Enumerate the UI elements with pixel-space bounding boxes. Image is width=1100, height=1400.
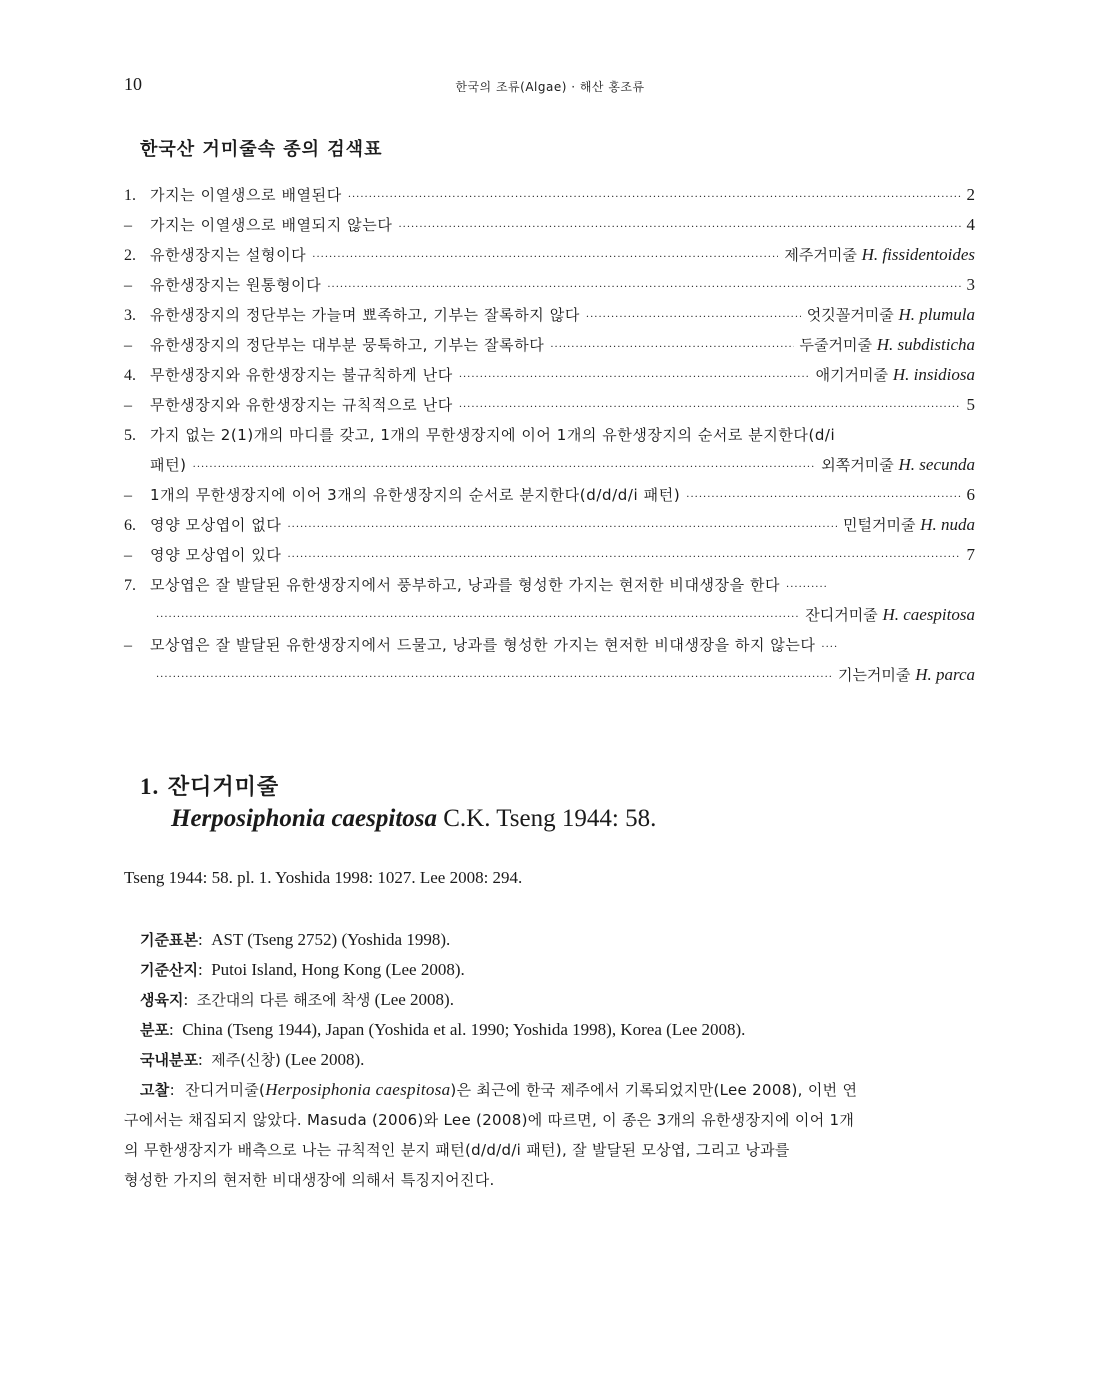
key-entry — [124, 210, 975, 240]
leader-dots — [193, 453, 816, 483]
key-entry-text: 가지 없는 2(1)개의 마디를 갖고, 1개의 무한생장지에 이어 1개의 유한생장지의 순서로 분지한다(d/i — [150, 426, 836, 444]
scientific-name: H. plumula — [898, 305, 975, 324]
detail-value: Putoi Island, Hong Kong (Lee 2008). — [211, 960, 465, 979]
leader-dots — [312, 243, 778, 273]
key-entry-result — [838, 660, 975, 690]
key-entry — [124, 270, 975, 300]
key-entry — [124, 330, 975, 360]
leader-dots — [459, 393, 961, 423]
key-entry — [124, 360, 975, 390]
key-entry-text: 가지는 이열생으로 배열되지 않는다 — [150, 216, 393, 234]
identification-key — [124, 180, 975, 690]
korean-name: 두줄거미줄 — [799, 336, 872, 354]
key-entry-text: 패턴) — [150, 456, 187, 474]
key-entry — [124, 570, 975, 600]
key-entry — [124, 630, 975, 660]
leader-dots — [327, 273, 960, 303]
scientific-name: H. parca — [915, 665, 975, 684]
remarks-line: 고찰: 잔디거미줄(Herposiphonia caespitosa)은 최근에 한국 제주에서 기록되었지만(Lee 2008), 이번 연 — [140, 1080, 858, 1099]
key-entry-continuation — [124, 600, 975, 630]
distribution: 분포: China (Tseng 1944), Japan (Yoshida et al. 1990; Yoshida 1998), Korea (Lee 2008). — [140, 1020, 746, 1039]
key-entry-result — [821, 450, 975, 480]
leader-dots: ·········· — [786, 582, 828, 593]
key-entry-goto: 5 — [966, 395, 975, 414]
species-references: Tseng 1944: 58. pl. 1. Yoshida 1998: 1027. Lee 2008: 294. — [124, 868, 523, 887]
scientific-name: H. nuda — [920, 515, 975, 534]
leader-dots — [550, 333, 793, 363]
key-entry-result — [784, 240, 975, 270]
leader-dots — [398, 213, 960, 243]
key-entry-result — [843, 510, 975, 540]
key-entry-number: – — [124, 337, 132, 354]
key-entry-number: – — [124, 277, 132, 294]
key-entry-text: 영양 모상엽이 없다 — [150, 516, 282, 534]
detail-ref: (Lee 2008). — [374, 990, 454, 1009]
species-authority: C.K. Tseng 1944: 58. — [443, 805, 657, 832]
scientific-name: H. insidiosa — [892, 365, 975, 384]
key-entry-number: – — [124, 217, 132, 234]
remarks — [124, 1075, 975, 1195]
key-entry-result — [807, 300, 975, 330]
key-entry — [124, 540, 975, 570]
key-entry-text: 1개의 무한생장지에 이어 3개의 유한생장지의 순서로 분지한다(d/d/d/i 패턴) — [150, 486, 681, 504]
key-entry-number: – — [124, 487, 132, 504]
korean-name: 민털거미줄 — [842, 516, 916, 534]
species-number: 1. — [140, 774, 160, 799]
leader-dots — [686, 483, 960, 513]
leader-dots — [287, 543, 960, 573]
key-entry-text: 영양 모상엽이 있다 — [150, 546, 282, 564]
leader-dots — [348, 183, 961, 213]
key-entry-number: – — [124, 397, 132, 414]
key-entry-result — [800, 330, 975, 360]
key-entry-text: 유한생장지는 설형이다 — [150, 246, 307, 264]
key-entry-goto: 6 — [966, 485, 975, 504]
key-entry-text: 무한생장지와 유한생장지는 규칙적으로 난다 — [150, 396, 453, 414]
key-entry-text: 유한생장지는 원통형이다 — [150, 276, 322, 294]
page-number: 10 — [124, 74, 142, 94]
leader-dots — [156, 663, 832, 693]
detail-value: 조간대의 다른 해조에 착생 — [196, 991, 371, 1009]
scientific-name: H. caespitosa — [882, 605, 975, 624]
type-specimen: 기준표본: AST (Tseng 2752) (Yoshida 1998). — [140, 930, 451, 949]
remarks-text: 잔디거미줄( — [185, 1081, 266, 1099]
korea-distribution: 국내분포: 제주(신창) (Lee 2008). — [140, 1050, 365, 1069]
species-korean-name: 잔디거미줄 — [167, 775, 280, 800]
key-entry-result — [816, 360, 975, 390]
remarks-binomial: Herposiphonia caespitosa — [265, 1080, 451, 1099]
leader-dots — [586, 303, 801, 333]
key-entry-number: – — [124, 637, 132, 654]
korean-name: 기는거미줄 — [837, 666, 911, 684]
detail-value: AST (Tseng 2752) (Yoshida 1998). — [211, 930, 451, 949]
key-entry-number: 4. — [124, 367, 136, 384]
detail-label: 분포 — [140, 1021, 169, 1039]
key-entry — [124, 480, 975, 510]
key-entry-goto: 3 — [966, 275, 975, 294]
detail-label: 고찰 — [140, 1081, 170, 1099]
key-entry-result — [805, 600, 975, 630]
detail-label: 생육지 — [140, 991, 184, 1009]
detail-value: 제주(신창) — [211, 1051, 281, 1069]
remarks-text: )은 최근에 한국 제주에서 기록되었지만(Lee 2008), 이번 연 — [450, 1081, 858, 1099]
key-entry-number: 7. — [124, 577, 136, 594]
species-heading — [140, 770, 656, 833]
detail-label: 기준표본 — [140, 931, 198, 949]
korean-name: 외쪽거미줄 — [821, 456, 894, 474]
key-entry-number: 5. — [124, 427, 136, 444]
remarks-line: 형성한 가지의 현저한 비대생장에 의해서 특징지어진다. — [124, 1171, 495, 1189]
key-entry-goto: 2 — [966, 185, 975, 204]
running-header: 한국의 조류(Algae) · 해산 홍조류 — [455, 80, 645, 94]
key-title: 한국산 거미줄속 종의 검색표 — [140, 139, 383, 160]
leader-dots — [156, 603, 799, 633]
key-entry-text: 모상엽은 잘 발달된 유한생장지에서 드물고, 낭과를 형성한 가지는 현저한 비대생장을 하지 않는다 — [150, 636, 816, 654]
key-entry — [124, 180, 975, 210]
key-entry-continuation — [124, 660, 975, 690]
scientific-name: H. fissidentoides — [861, 245, 975, 264]
key-entry-text: 가지는 이열생으로 배열된다 — [150, 186, 342, 204]
scientific-name: H. secunda — [898, 455, 975, 474]
korean-name: 잔디거미줄 — [805, 606, 878, 624]
korean-name: 엇깃꼴거미줄 — [806, 306, 894, 324]
key-entry — [124, 300, 975, 330]
remarks-line: 의 무한생장지가 배측으로 나는 규칙적인 분지 패턴(d/d/d/i 패턴), 잘 발달된 모상엽, 그리고 낭과를 — [124, 1141, 790, 1159]
species-details — [124, 925, 975, 1195]
habitat: 생육지: 조간대의 다른 해조에 착생 (Lee 2008). — [140, 990, 454, 1009]
detail-ref: (Lee 2008). — [285, 1050, 365, 1069]
detail-label: 국내분포 — [140, 1051, 198, 1069]
key-entry — [124, 510, 975, 540]
leader-dots: ···· — [821, 642, 839, 653]
leader-dots — [287, 513, 837, 543]
species-binomial: Herposiphonia caespitosa — [171, 805, 437, 832]
key-entry — [124, 420, 975, 450]
key-entry-number: 2. — [124, 247, 136, 264]
korean-name: 제주거미줄 — [784, 246, 857, 264]
detail-label: 기준산지 — [140, 961, 198, 979]
key-entry-text: 무한생장지와 유한생장지는 불규칙하게 난다 — [150, 366, 453, 384]
key-entry-continuation — [124, 450, 975, 480]
key-entry-text: 유한생장지의 정단부는 대부분 뭉툭하고, 기부는 잘록하다 — [150, 336, 545, 354]
detail-value: China (Tseng 1944), Japan (Yoshida et al. 1990; Yoshida 1998), Korea (Lee 2008). — [182, 1020, 746, 1039]
remarks-line: 구에서는 채집되지 않았다. Masuda (2006)와 Lee (2008)에 따르면, 이 종은 3개의 유한생장지에 이어 1개 — [124, 1111, 855, 1129]
korean-name: 애기거미줄 — [815, 366, 889, 384]
key-entry-text: 유한생장지의 정단부는 가늘며 뾰족하고, 기부는 잘록하지 않다 — [150, 306, 580, 324]
key-entry-number: 1. — [124, 187, 136, 204]
leader-dots — [459, 363, 810, 393]
key-entry-number: – — [124, 547, 132, 564]
scientific-name: H. subdisticha — [876, 335, 975, 354]
key-entry-goto: 7 — [966, 545, 975, 564]
species-title — [140, 770, 656, 801]
key-entry — [124, 390, 975, 420]
type-locality: 기준산지: Putoi Island, Hong Kong (Lee 2008). — [140, 960, 465, 979]
key-entry-goto: 4 — [966, 215, 975, 234]
key-entry-text: 모상엽은 잘 발달된 유한생장지에서 풍부하고, 낭과를 형성한 가지는 현저한 비대생장을 한다 — [150, 576, 781, 594]
key-entry-number: 6. — [124, 517, 136, 534]
key-entry-number: 3. — [124, 307, 136, 324]
species-scientific-line — [171, 805, 656, 833]
key-entry — [124, 240, 975, 270]
